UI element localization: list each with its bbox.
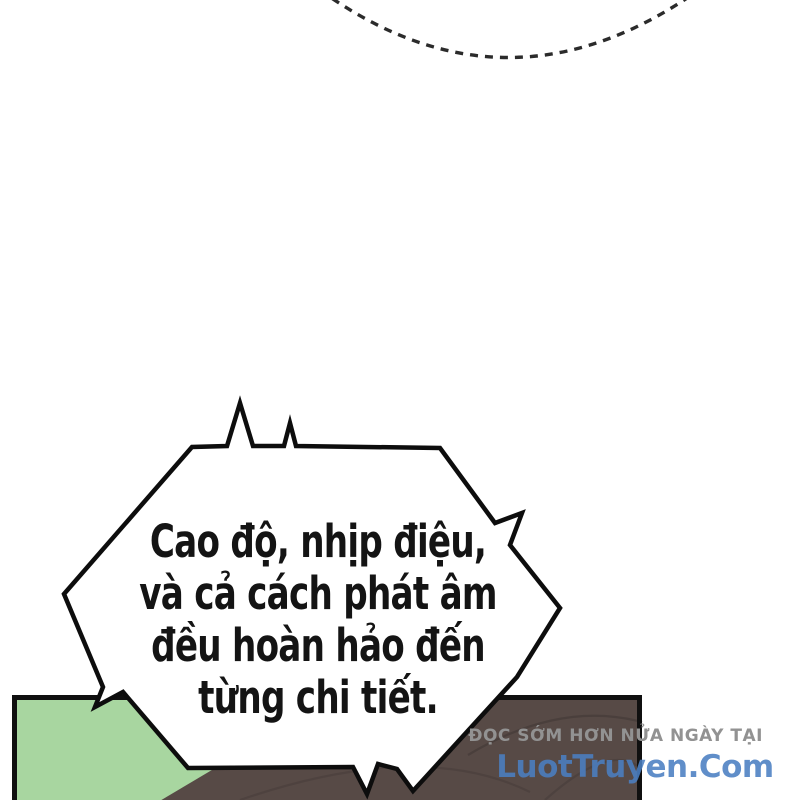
watermark-tagline: ĐỌC SỚM HƠN NỬA NGÀY TẠI xyxy=(468,726,763,746)
dashed-ellipse-arc xyxy=(320,0,696,58)
speech-line-4: từng chi tiết. xyxy=(198,671,438,724)
watermark-site: LuotTruyen.Com xyxy=(496,749,774,785)
speech-line-1: Cao độ, nhịp điệu, xyxy=(149,515,487,568)
speech-line-3: đều hoàn hảo đến xyxy=(151,619,485,672)
speech-line-2: và cả cách phát âm xyxy=(139,567,497,620)
